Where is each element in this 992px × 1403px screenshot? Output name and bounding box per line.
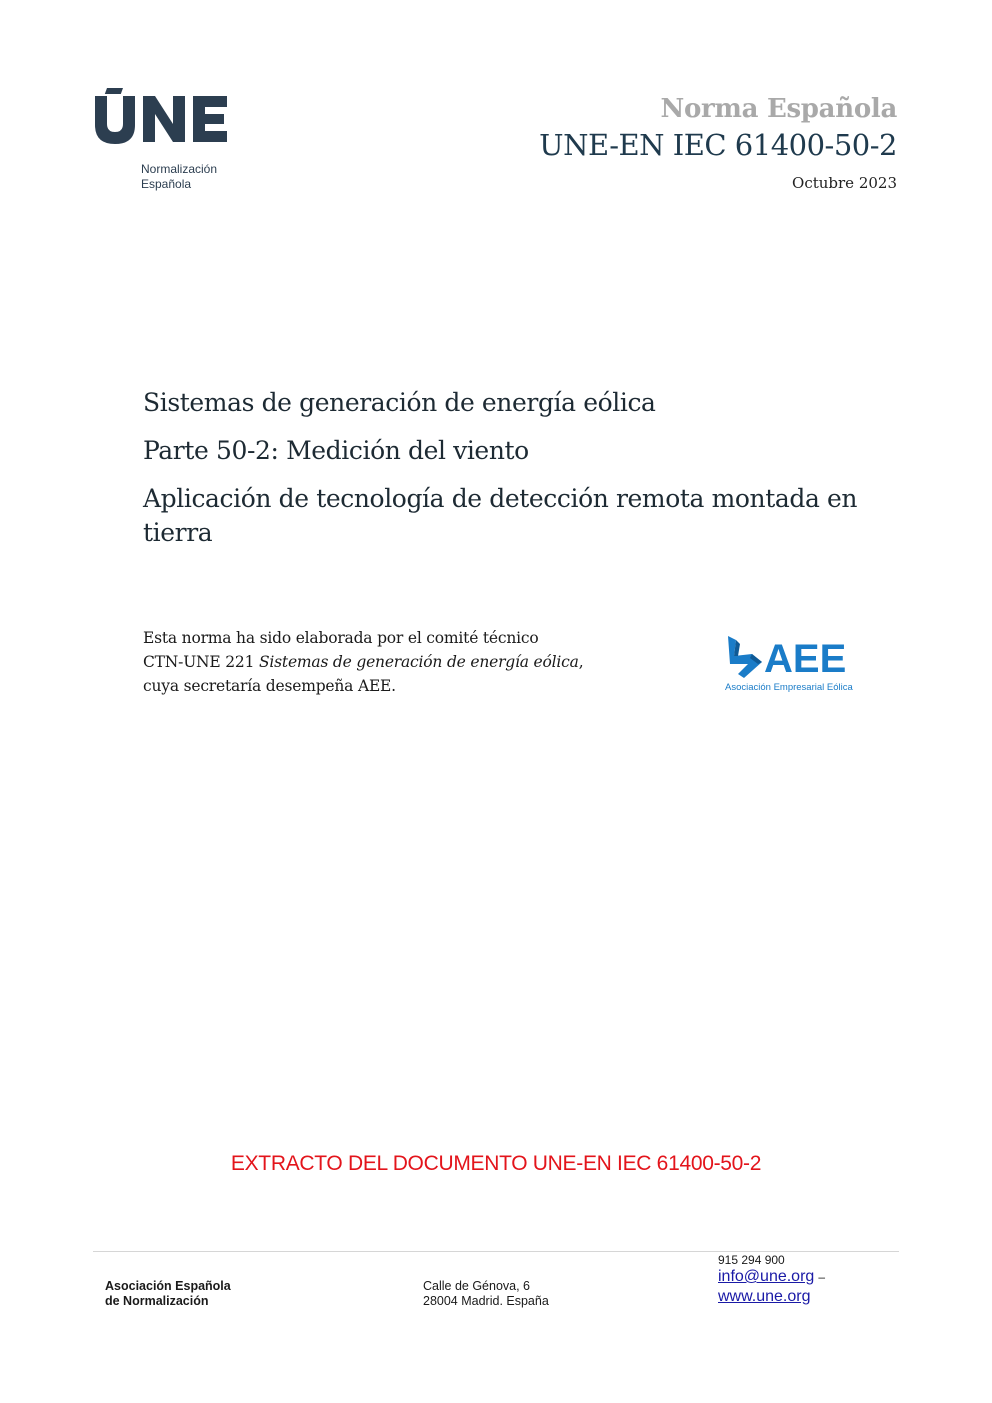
committee-line-2: [143, 650, 613, 674]
footer-contact: [718, 1253, 825, 1307]
footer-organization: [105, 1279, 231, 1309]
standard-type-label: Norma Española: [660, 94, 897, 124]
footer-phone: 915 294 900: [718, 1253, 785, 1267]
aee-logo-subtitle: Asociación Empresarial Eólica: [725, 682, 853, 693]
committee-statement: [143, 626, 613, 698]
committee-comma: ,: [578, 653, 584, 671]
footer-divider: [93, 1251, 899, 1252]
footer-address-line-2: 28004 Madrid. España: [423, 1294, 549, 1308]
committee-code: CTN-UNE 221: [143, 653, 259, 671]
footer-org-line-2: de Normalización: [105, 1294, 209, 1308]
standard-header: [539, 94, 897, 192]
une-logo-subtitle: [141, 162, 217, 192]
committee-name: Sistemas de generación de energía eólica: [258, 653, 579, 671]
footer-address-line-1: Calle de Génova, 6: [423, 1279, 531, 1293]
committee-line-3: cuya secretaría desempeña AEE.: [143, 677, 396, 695]
title-part: Parte 50-2: Medición del viento: [143, 436, 529, 465]
publication-date: Octubre 2023: [792, 174, 897, 192]
website-link[interactable]: www.une.org: [718, 1288, 811, 1305]
une-logo-subtitle-line-1: Normalización: [141, 162, 218, 176]
aee-logo-text: AEE: [764, 637, 847, 681]
aee-wind-icon: [722, 634, 766, 682]
une-logo-subtitle-line-2: Española: [141, 177, 192, 191]
committee-line-1: Esta norma ha sido elaborada por el comité técnico: [143, 629, 539, 647]
title-subject: Aplicación de tecnología de detección remota montada en tierra: [143, 484, 858, 547]
footer-address: [423, 1279, 549, 1309]
email-link[interactable]: info@une.org: [718, 1268, 815, 1285]
contact-separator: –: [818, 1270, 825, 1284]
title-main: Sistemas de generación de energía eólica: [143, 388, 656, 417]
une-logo-mark: [93, 88, 233, 146]
document-titles: [143, 386, 903, 564]
une-logo: [93, 88, 253, 198]
footer-org-line-1: Asociación Española: [105, 1279, 231, 1293]
extract-notice: EXTRACTO DEL DOCUMENTO UNE-EN IEC 61400-50-2: [230, 1152, 762, 1175]
standard-code: UNE-EN IEC 61400-50-2: [539, 128, 897, 162]
aee-logo: [722, 632, 862, 694]
